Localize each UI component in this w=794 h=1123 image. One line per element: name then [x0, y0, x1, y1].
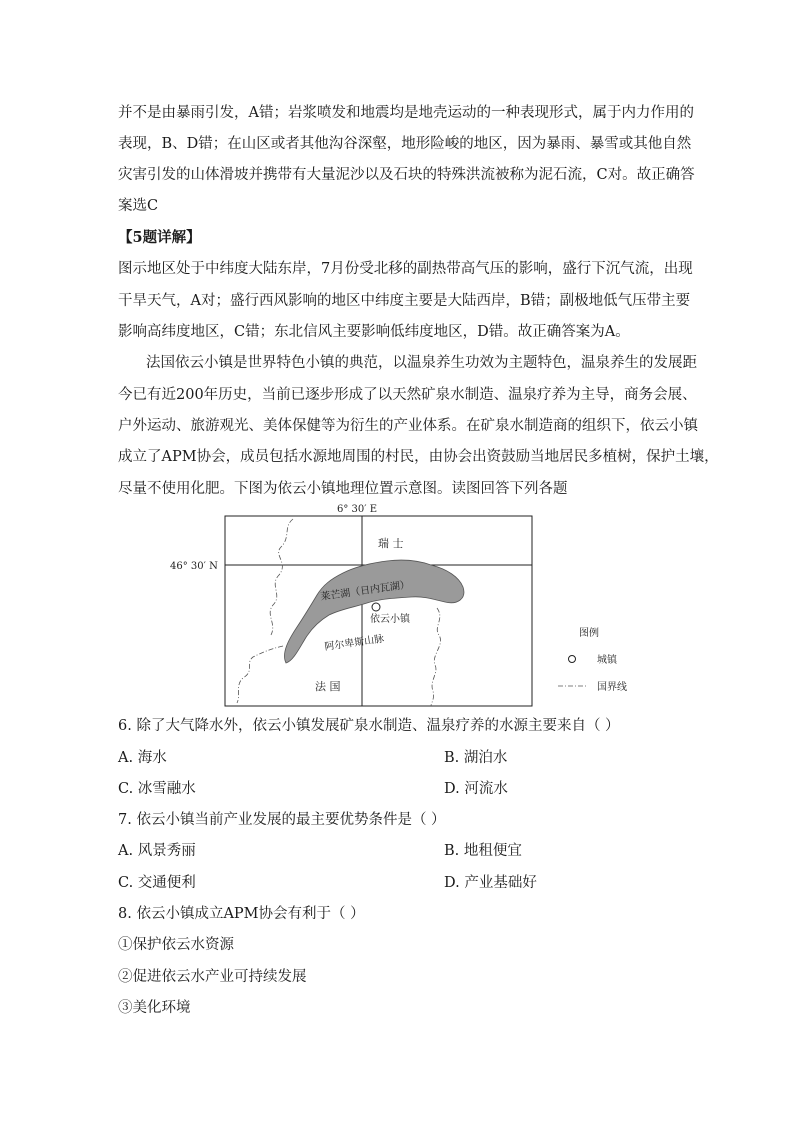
- border-line-southwest: [237, 646, 283, 703]
- question-7-stem: 7. 依云小镇当前产业发展的最主要优势条件是（ ）: [118, 812, 446, 828]
- paragraph-line: 并不是由暴雨引发，A错；岩浆喷发和地震均是地壳运动的一种表现形式，属于内力作用的: [118, 105, 694, 121]
- legend-town-label: 城镇: [597, 655, 617, 666]
- paragraph-line: 灾害引发的山体滑坡并携带有大量泥沙以及石块的特殊洪流被称为泥石流，C对。故正确答: [118, 167, 695, 183]
- switzerland-label: 瑞 士: [378, 537, 404, 550]
- question-8-item-2: ②促进依云水产业可持续发展: [118, 969, 307, 985]
- question-8-stem: 8. 依云小镇成立APM协会有利于（ ）: [118, 906, 365, 922]
- question-8-item-1: ①保护依云水资源: [118, 937, 234, 953]
- latitude-label: 46° 30′ N: [170, 561, 218, 572]
- paragraph-line: 图示地区处于中纬度大陆东岸，7月份受北移的副热带高气压的影响，盛行下沉气流，出现: [118, 261, 693, 277]
- legend-border-label: 国界线: [597, 682, 627, 693]
- town-marker: [372, 603, 380, 611]
- town-label: 依云小镇: [370, 614, 410, 625]
- border-line-west: [270, 519, 293, 635]
- france-label: 法 国: [315, 680, 341, 693]
- lake-label: 莱芒湖（日内瓦湖）: [319, 579, 411, 603]
- question-7-option-c[interactable]: C. 交通便利: [118, 875, 196, 891]
- paragraph-line: 法国依云小镇是世界特色小镇的典范，以温泉养生功效为主题特色，温泉养生的发展距: [146, 355, 697, 371]
- paragraph-line: 户外运动、旅游观光、美体保健等为衍生的产业体系。在矿泉水制造商的组织下，依云小镇: [118, 418, 698, 434]
- paragraph-line: 今已有近200年历史，当前已逐步形成了以天然矿泉水制造、温泉疗养为主导，商务会展、: [118, 387, 697, 403]
- question-6-stem: 6. 除了大气降水外，依云小镇发展矿泉水制造、温泉疗养的水源主要来自（ ）: [118, 718, 620, 734]
- question-6-option-d[interactable]: D. 河流水: [444, 781, 508, 797]
- border-line-east: [431, 608, 441, 706]
- paragraph-line: 影响高纬度地区，C错；东北信风主要影响低纬度地区，D错。故正确答案为A。: [118, 324, 630, 340]
- section-heading: 【5题详解】: [118, 229, 201, 246]
- paragraph-line: 表现，B、D错；在山区或者其他沟谷深壑，地形险峻的地区，因为暴雨、暴雪或其他自然: [118, 136, 692, 152]
- paragraph-line: 尽量不使用化肥。下图为依云小镇地理位置示意图。读图回答下列各题: [118, 481, 568, 497]
- mountains-label: 阿尔卑斯山脉: [323, 633, 385, 653]
- legend-title: 图例: [579, 628, 599, 639]
- question-7-option-b[interactable]: B. 地租便宜: [444, 843, 522, 859]
- paragraph-line: 案选C: [118, 198, 159, 214]
- question-6-option-b[interactable]: B. 湖泊水: [444, 750, 508, 766]
- location-map: [165, 503, 665, 708]
- question-7-option-a[interactable]: A. 风景秀丽: [118, 843, 196, 859]
- paragraph-line: 干旱天气，A对；盛行西风影响的地区中纬度主要是大陆西岸，B错；副极地低气压带主要: [118, 293, 691, 309]
- question-6-option-a[interactable]: A. 海水: [118, 750, 167, 766]
- paragraph-line: 成立了APM协会，成员包括水源地周围的村民，由协会出资鼓励当地居民多植树，保护土壤，: [118, 449, 719, 465]
- question-8-item-3: ③美化环境: [118, 1000, 191, 1016]
- longitude-label: 6° 30′ E: [337, 504, 378, 515]
- lake-shape: [284, 560, 463, 663]
- legend-town-icon: [569, 656, 576, 663]
- question-7-option-d[interactable]: D. 产业基础好: [444, 875, 537, 891]
- question-6-option-c[interactable]: C. 冰雪融水: [118, 781, 196, 797]
